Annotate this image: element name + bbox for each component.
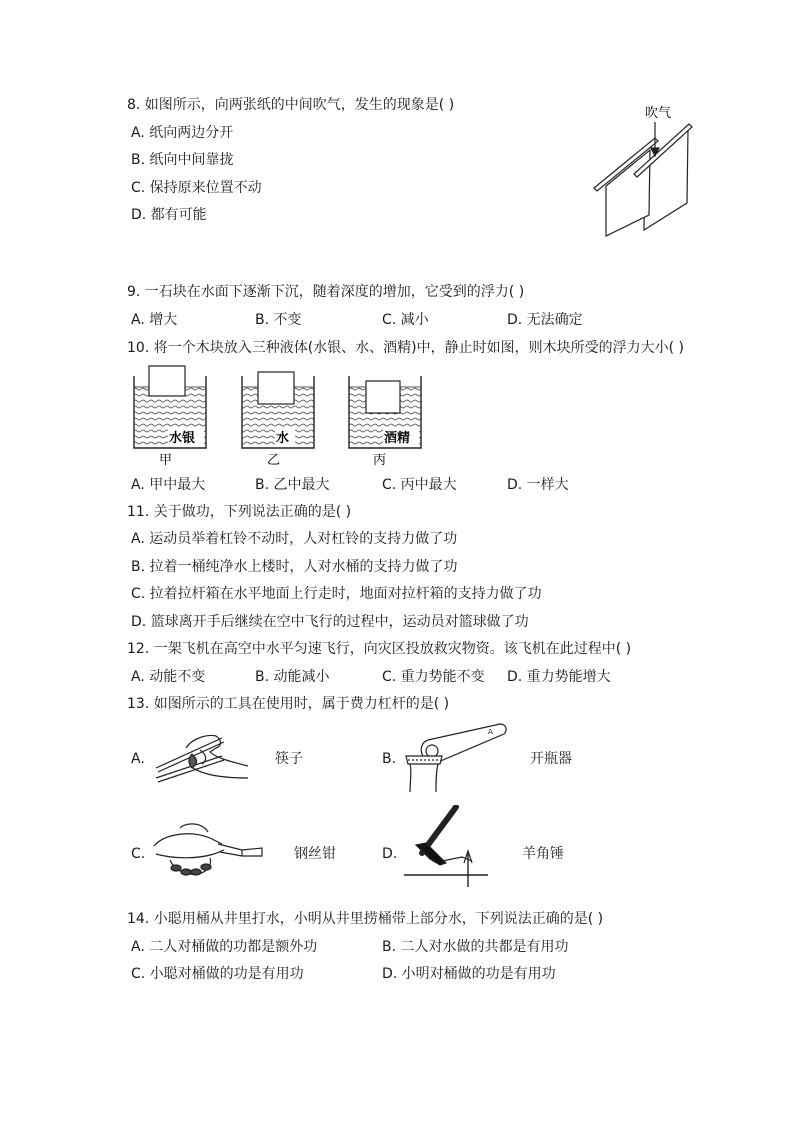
q14-option-d: D. 小明对桶做的功是有用功 xyxy=(382,966,556,982)
q12-option-d: D. 重力势能增大 xyxy=(507,669,611,685)
q12-option-a: A. 动能不变 xyxy=(131,669,206,685)
q10-option-a: A. 甲中最大 xyxy=(131,477,206,493)
q12-stem: 12. 一架飞机在高空中水平匀速飞行，向灾区投放救灾物资。该飞机在此过程中( ) xyxy=(127,641,632,657)
q14-option-a: A. 二人对桶做的功都是额外功 xyxy=(131,939,318,955)
q8-stem: 8. 如图所示，向两张纸的中间吹气，发生的现象是( ) xyxy=(127,97,455,113)
q13-option-b-letter: B. xyxy=(382,751,397,767)
q13-option-d-name: 羊角锤 xyxy=(522,846,564,862)
q13-option-c-name: 钢丝钳 xyxy=(294,846,336,862)
q9-stem: 9. 一石块在水面下逐渐下沉，随着深度的增加，它受到的浮力( ) xyxy=(127,284,525,300)
chopsticks-icon xyxy=(152,728,254,784)
q11-option-c: C. 拉着拉杆箱在水平地面上行走时，地面对拉杆箱的支持力做了功 xyxy=(131,586,542,602)
q8-option-b: B. 纸向中间靠拢 xyxy=(131,152,234,168)
three-beakers-figure xyxy=(125,362,435,470)
q11-option-d: D. 篮球离开手后继续在空中飞行的过程中，运动员对篮球做了功 xyxy=(131,614,529,630)
claw-hammer-icon xyxy=(402,805,492,889)
q11-option-a: A. 运动员举着杠铃不动时，人对杠铃的支持力做了功 xyxy=(131,531,458,547)
liquid-label-water: 水 xyxy=(276,431,290,446)
q13-option-a-letter: A. xyxy=(131,751,145,767)
q10-stem: 10. 将一个木块放入三种液体(水银、水、酒精)中，静止时如图，则木块所受的浮力大小( ) xyxy=(127,340,685,356)
q14-stem: 14. 小聪用桶从井里打水，小明从井里捞桶带上部分水，下列说法正确的是( ) xyxy=(127,911,604,927)
blow-label: 吹气 xyxy=(645,106,672,121)
q8-option-d: D. 都有可能 xyxy=(131,207,207,223)
svg-text:A: A xyxy=(488,728,493,736)
q10-option-c: C. 丙中最大 xyxy=(382,477,457,493)
beaker-bing xyxy=(349,376,421,468)
beaker-label-yi: 乙 xyxy=(267,453,281,468)
q10-option-b: B. 乙中最大 xyxy=(255,477,330,493)
q10-option-d: D. 一样大 xyxy=(507,477,569,493)
q9-option-c: C. 减小 xyxy=(382,312,429,328)
q9-option-d: D. 无法确定 xyxy=(507,312,583,328)
beaker-jia xyxy=(134,366,206,468)
q14-option-c: C. 小聪对桶做的功是有用功 xyxy=(131,966,304,982)
q13-option-a-name: 筷子 xyxy=(275,751,303,767)
q9-option-a: A. 增大 xyxy=(131,312,178,328)
q13-option-d-letter: D. xyxy=(382,846,398,862)
paper-blowing-figure xyxy=(588,98,700,240)
beaker-yi xyxy=(242,372,314,468)
q13-option-c-letter: C. xyxy=(131,846,146,862)
beaker-label-jia: 甲 xyxy=(159,453,173,468)
liquid-label-alcohol: 酒精 xyxy=(384,431,411,446)
beaker-label-bing: 丙 xyxy=(373,453,387,468)
q11-option-b: B. 拉着一桶纯净水上楼时，人对水桶的支持力做了功 xyxy=(131,559,458,575)
q8-option-c: C. 保持原来位置不动 xyxy=(131,180,262,196)
q13-option-b-name: 开瓶器 xyxy=(530,751,572,767)
q12-option-c: C. 重力势能不变 xyxy=(382,669,485,685)
q13-stem: 13. 如图所示的工具在使用时，属于费力杠杆的是( ) xyxy=(127,696,450,712)
liquid-label-mercury: 水银 xyxy=(169,431,196,446)
bottle-opener-icon xyxy=(402,720,512,794)
q11-stem: 11. 关于做功，下列说法正确的是( ) xyxy=(127,504,352,520)
q9-option-b: B. 不变 xyxy=(255,312,302,328)
q8-option-a: A. 纸向两边分开 xyxy=(131,125,234,141)
pliers-icon xyxy=(150,820,266,882)
q12-option-b: B. 动能减小 xyxy=(255,669,330,685)
q14-option-b: B. 二人对水做的共都是有用功 xyxy=(382,939,569,955)
